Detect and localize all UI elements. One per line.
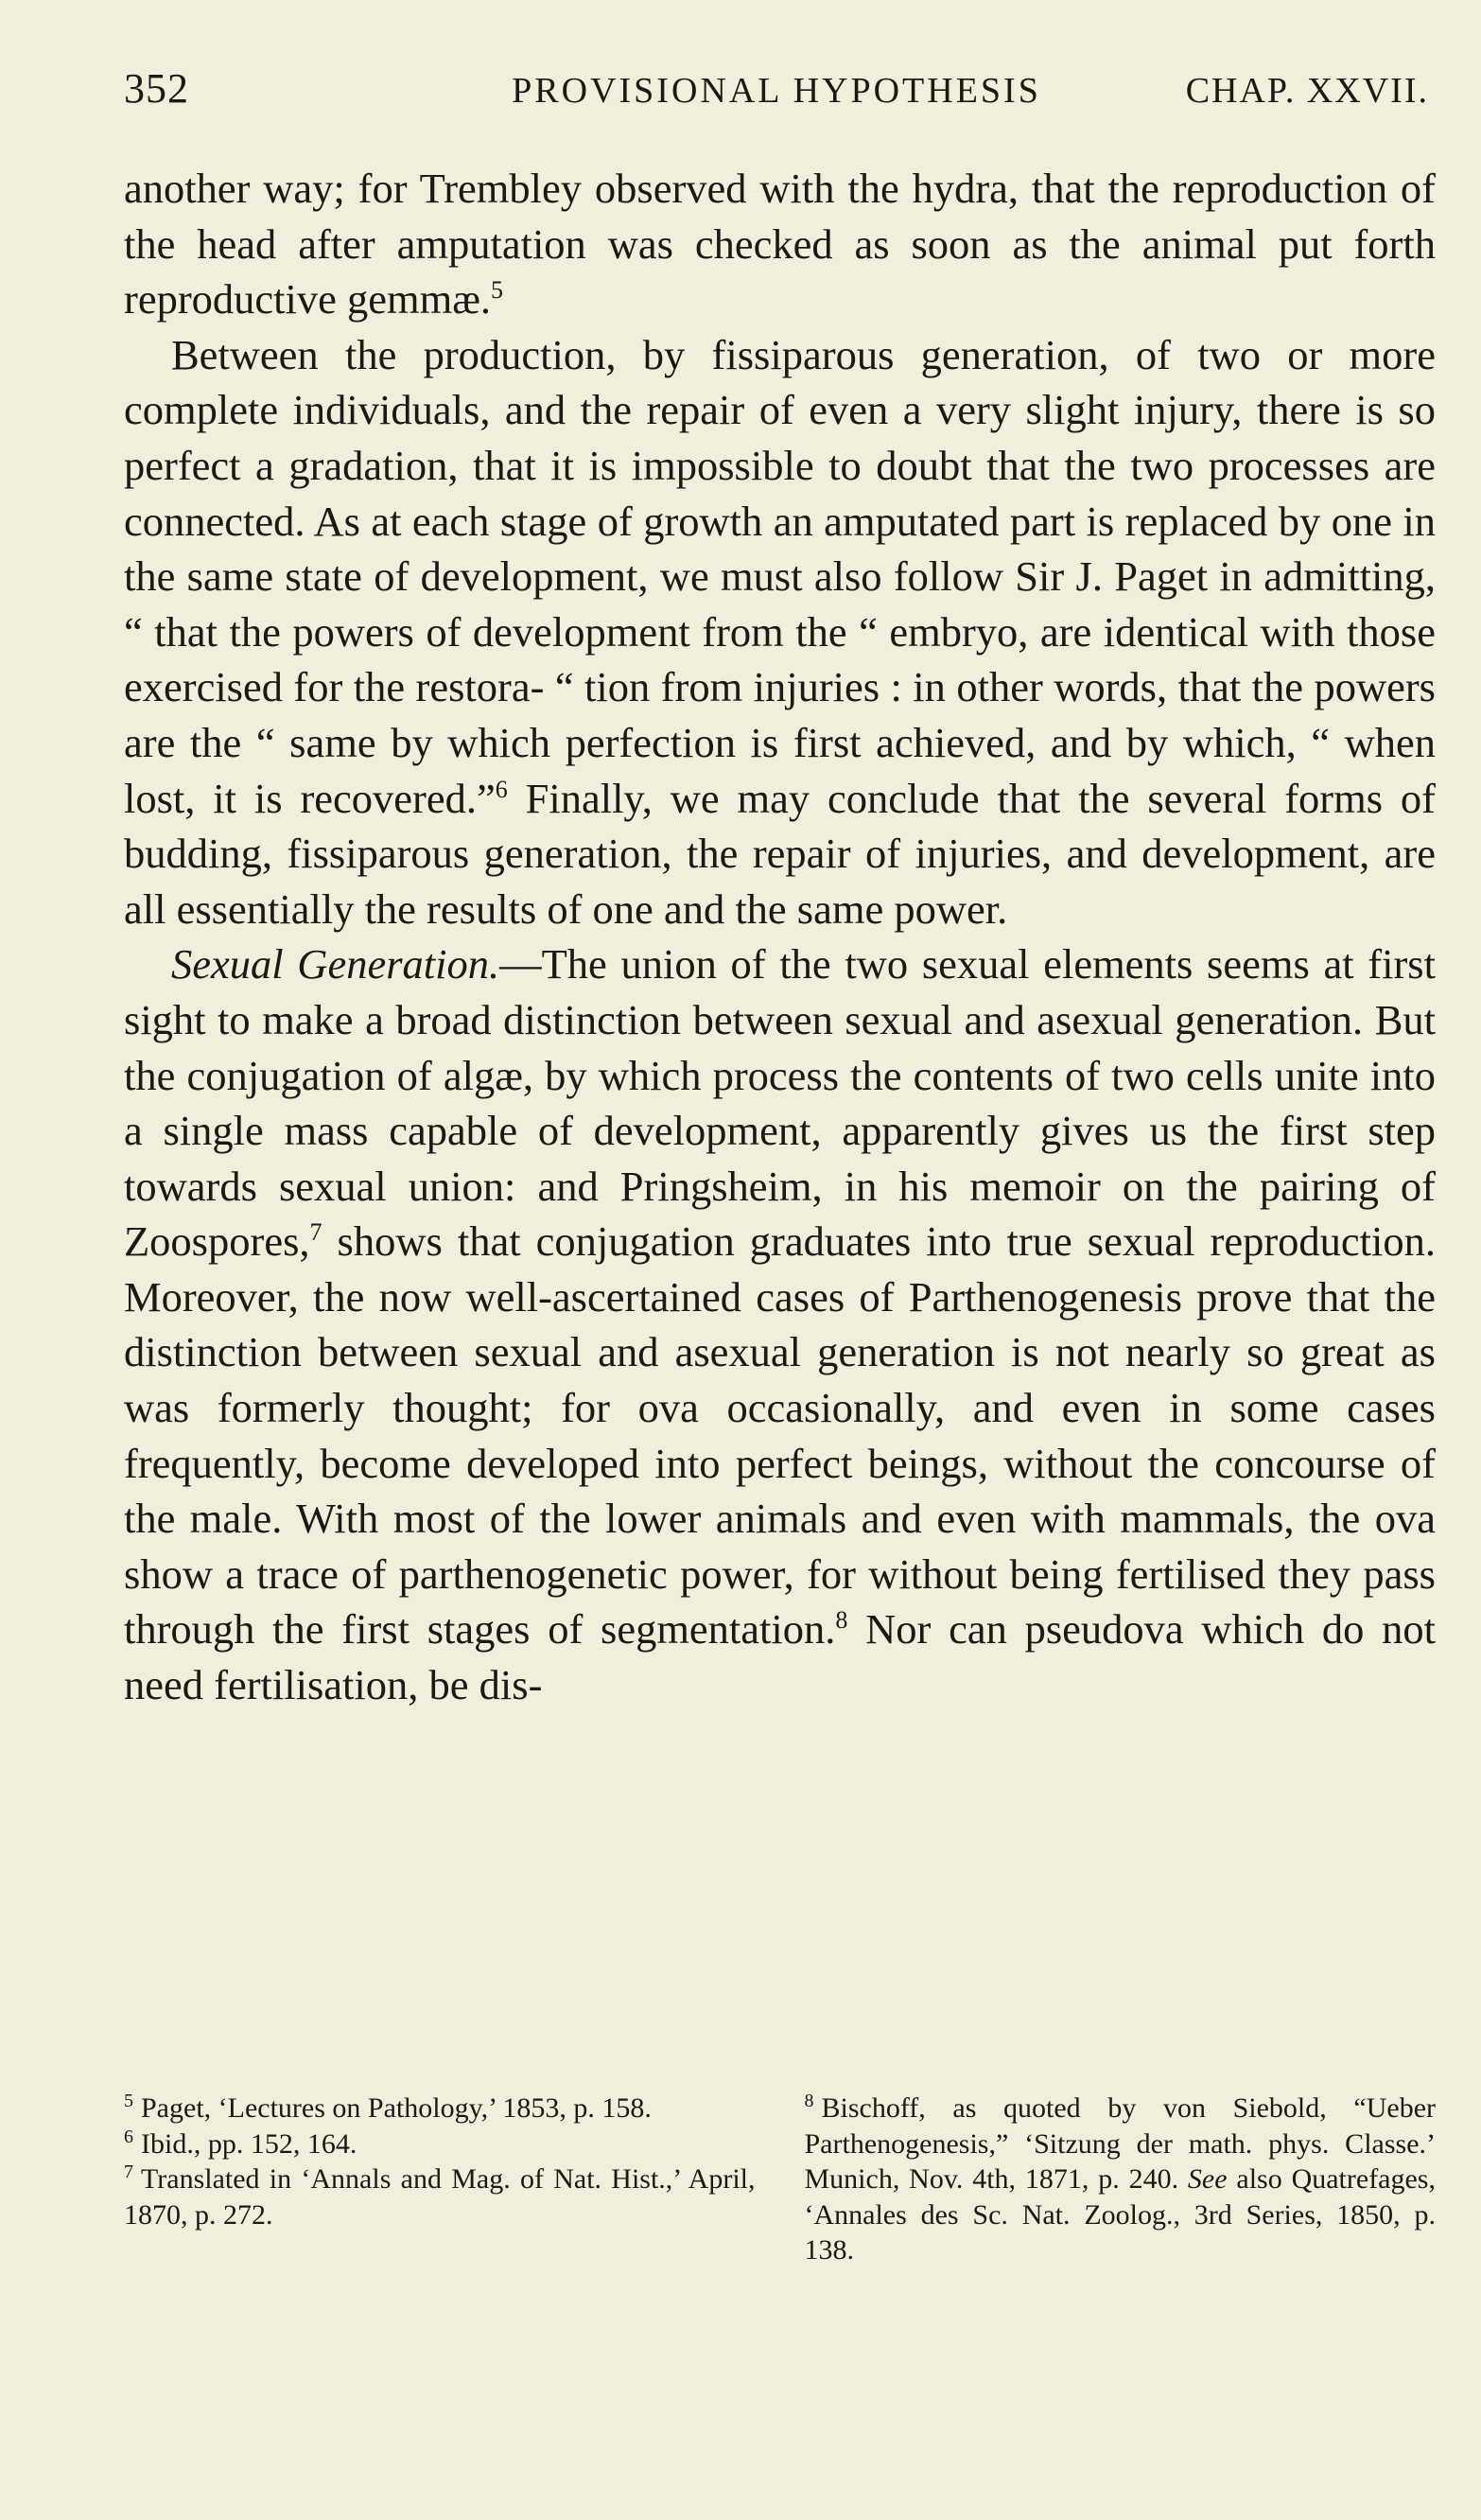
footnotes-left-column	[124, 2091, 756, 2268]
body-text	[124, 161, 1436, 1713]
footnotes	[124, 2091, 1436, 2268]
footnote-8: $^8$ Bischoff, as quoted by von Siebold, “Ueber Parthenogenesis,” ‘Sitzung der math. phys. Classe.’ Munich, Nov. 4th, 1871, p. 240. See also Quatrefages, ‘Annales des Sc. Nat. Zoolog., 3rd Series, 1850, p. 138.	[804, 2091, 1436, 2266]
section-heading: Sexual Generation.	[171, 940, 500, 989]
footnote-ref-7: 7	[309, 1218, 322, 1247]
footnote-7: $^7$ Translated in ‘Annals and Mag. of Nat. Hist.,’ April, 1870, p. 272.	[124, 2161, 756, 2231]
running-header	[124, 64, 1429, 131]
footnote-ref-6: 6	[495, 775, 508, 803]
paragraph-1: another way; for Trembley observed with the hydra, that the reproduction of the head after amputation was checked as soon as the animal put forth reproductive gemmæ.$^5$	[124, 165, 1436, 324]
paragraph-3: Sexual Generation.—The union of the two sexual elements seems at first sight to make a broad distinction between sexual and asexual generation. But the conjugation of algæ, by which process the contents of two cells unite into a single mass capable of development, apparently gives us the first step towards sexual union: and Pringsheim, in his memoir on the pairing of Zoospores,$^7$ shows that conjugation graduates into true sexual reproduction. Moreover, the now well-ascertained cases of Parthenogenesis prove that the distinction between sexual and asexual generation is not nearly so great as was formerly thought; for ova occasionally, and even in some cases frequently, become developed into perfect beings, without the concourse of the male. With most of the lower animals and even with mammals, the ova show a trace of parthenogenetic power, for without being fertilised they pass through the first stages of segmentation.$^8$ Nor can pseudova which do not need fertilisation, be dis-	[124, 940, 1436, 1709]
footnote-5: $^5$ Paget, ‘Lectures on Pathology,’ 1853, p. 158.	[124, 2091, 652, 2124]
page-number: 352	[124, 65, 189, 112]
footnote-ref-5: 5	[491, 276, 504, 305]
running-title: PROVISIONAL HYPOTHESIS	[512, 71, 1041, 111]
footnote-ref-8: 8	[835, 1606, 848, 1635]
chapter-label: CHAP. XXVII.	[1185, 71, 1429, 111]
footnotes-right-column	[805, 2091, 1437, 2268]
footnote-6: $^6$ Ibid., pp. 152, 164.	[124, 2126, 357, 2160]
paragraph-2: Between the production, by fissiparous generation, of two or more complete individuals, and the repair of even a very slight injury, there is so perfect a gradation, that it is impossible to doubt that the two processes are connected. As at each stage of growth an amputated part is replaced by one in the same state of development, we must also follow Sir J. Paget in admitting, “ that the powers of development from the “ embryo, are identical with those exercised for the restora- “ tion from injuries : in other words, that the powers are the “ same by which perfection is first achieved, and by which, “ when lost, it is recovered.”$^6$ Finally, we may conclude that the several forms of budding, fissiparous generation, the repair of injuries, and development, are all essentially the results of one and the same power.	[124, 330, 1436, 933]
